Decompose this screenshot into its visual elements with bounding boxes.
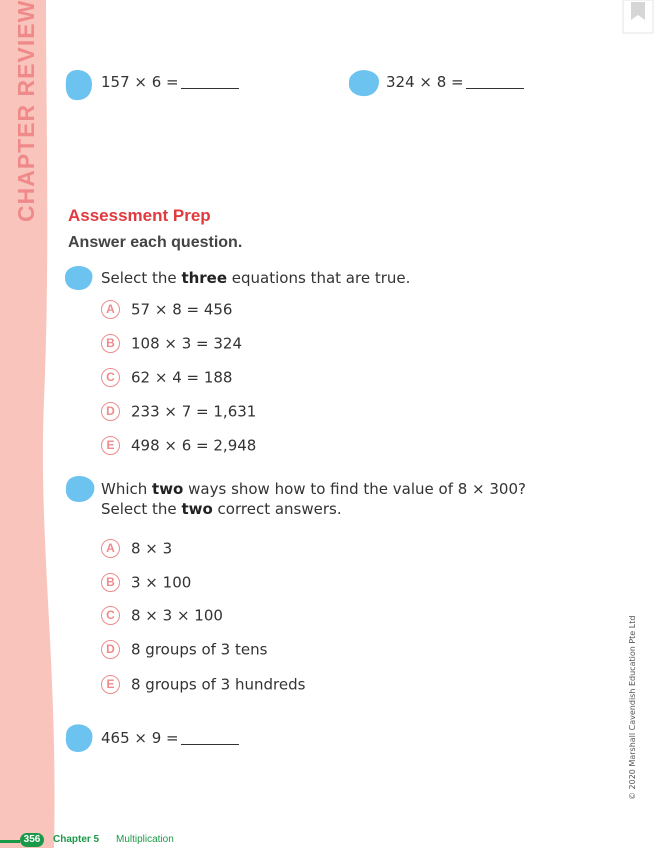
option-text: 8 groups of 3 hundreds [131,675,306,694]
instruction-text: Answer each question. [68,234,243,251]
option-text: 8 × 3 [131,539,173,558]
option-letter: D [101,640,120,659]
page-number: 356 [20,833,44,847]
chapter-name: Multiplication [116,834,174,845]
q1-option-b[interactable] [101,333,242,353]
assessment-prep-heading: Assessment Prep [68,206,211,225]
option-letter: B [101,334,120,353]
question-2-prompt-line-1: Which two ways show how to find the value of 8 × 300? [101,480,526,498]
problem-number-blob [64,68,94,102]
copyright-notice: © 2020 Marshall Cavendish Education Pte Ltd [628,615,637,800]
option-text: 62 × 4 = 188 [131,368,233,387]
question-2-prompt-line-2: Select the two correct answers. [101,500,342,518]
option-text: 8 × 3 × 100 [131,606,223,625]
option-letter: C [101,606,120,625]
option-text: 3 × 100 [131,573,192,592]
q1-option-a[interactable] [101,299,232,319]
page-footer [0,832,260,848]
footer-line [0,840,20,843]
chapter-review-title: CHAPTER REVIEW [13,0,39,222]
bookmark-icon[interactable] [622,0,654,34]
question-1-prompt: Select the three equations that are true. [101,269,411,287]
option-text: 233 × 7 = 1,631 [131,402,257,421]
question-number-blob [64,264,94,292]
answer-blank[interactable] [181,88,239,89]
chapter-label: Chapter 5 [53,834,100,845]
q1-option-e[interactable] [101,435,256,455]
option-text: 498 × 6 = 2,948 [131,436,257,455]
answer-blank[interactable] [181,744,239,745]
question-number-blob [64,722,94,754]
option-text: 57 × 8 = 456 [131,300,233,319]
question-number-blob [64,474,96,504]
q2-option-e[interactable] [101,674,305,694]
option-letter: A [101,300,120,319]
option-letter: D [101,402,120,421]
option-letter: E [101,436,120,455]
q2-option-d[interactable] [101,639,267,659]
option-letter: E [101,675,120,694]
top-problem-1: 157 × 6 = [101,73,239,91]
q2-option-b[interactable] [101,572,191,592]
top-problem-2: 324 × 8 = [386,73,524,91]
q1-option-d[interactable] [101,401,256,421]
q2-option-a[interactable] [101,538,172,558]
answer-blank[interactable] [466,88,524,89]
q2-option-c[interactable] [101,605,223,625]
question-3-expression: 465 × 9 = [101,729,239,747]
option-letter: A [101,539,120,558]
q1-option-c[interactable] [101,367,232,387]
option-letter: B [101,573,120,592]
option-text: 108 × 3 = 324 [131,334,243,353]
problem-number-blob [347,68,381,98]
option-letter: C [101,368,120,387]
option-text: 8 groups of 3 tens [131,640,268,659]
